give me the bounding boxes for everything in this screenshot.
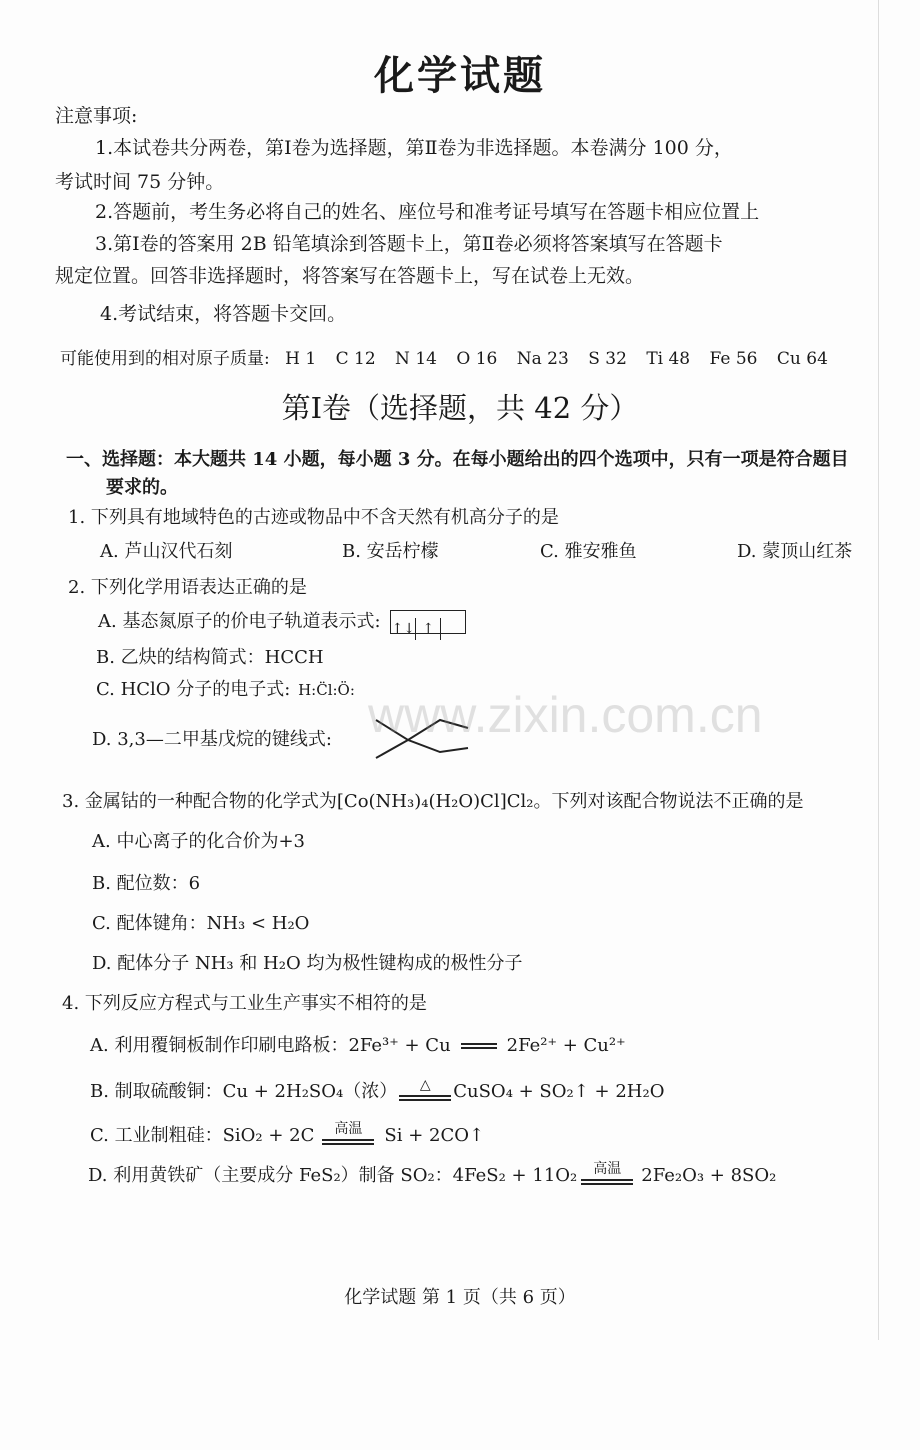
equation-left: D. 利用黄铁矿（主要成分 FeS₂）制备 SO₂：4FeS₂ + 11O₂ xyxy=(88,1165,578,1186)
equation-left: B. 制取硫酸铜：Cu + 2H₂SO₄（浓） xyxy=(90,1081,398,1102)
orbital-box: ↑↓ xyxy=(391,618,416,640)
reaction-condition: 高温 xyxy=(593,1161,622,1177)
question-stem: 3. 金属钴的一种配合物的化学式为[Co(NH₃)₄(H₂O)Cl]Cl₂。下列对该配合物说法不正确的是 xyxy=(62,791,804,812)
reaction-arrow xyxy=(581,1161,633,1185)
option xyxy=(90,1121,485,1148)
atomic-mass-label: 可能使用到的相对原子质量: xyxy=(60,349,270,369)
atomic-mass: Na 23 xyxy=(516,349,569,369)
reaction-arrow xyxy=(322,1121,374,1145)
option: C. 雅安雅鱼 xyxy=(540,541,637,562)
option: B. 配位数：6 xyxy=(92,873,201,894)
equation-left: A. 利用覆铜板制作印刷电路板：2Fe³⁺ + Cu xyxy=(90,1035,451,1056)
option xyxy=(96,678,355,702)
atomic-mass: Fe 56 xyxy=(709,349,758,369)
electron-formula: H:C̈l:Ö: xyxy=(298,681,355,699)
atomic-mass: S 32 xyxy=(588,349,627,369)
notice-item: 2.答题前，考生务必将自己的姓名、座位号和准考证号填写在答题卡相应位置上 xyxy=(95,201,760,223)
option: D. 蒙顶山红茶 xyxy=(737,541,853,562)
notice-item: 考试时间 75 分钟。 xyxy=(55,171,225,193)
question-stem: 2. 下列化学用语表达正确的是 xyxy=(68,577,307,598)
option: C. 配体键角：NH₃ < H₂O xyxy=(92,913,310,934)
option: D. 配体分子 NH₃ 和 H₂O 均为极性键构成的极性分子 xyxy=(92,953,523,974)
option: A. 芦山汉代石刻 xyxy=(100,541,233,562)
question-stem: 1. 下列具有地域特色的古迹或物品中不含天然有机高分子的是 xyxy=(68,507,559,528)
equation-right: 2Fe²⁺ + Cu²⁺ xyxy=(506,1035,626,1056)
option: B. 乙炔的结构简式：HCCH xyxy=(96,647,324,668)
atomic-mass: Cu 64 xyxy=(776,349,828,369)
orbital-diagram xyxy=(390,610,466,637)
page-edge xyxy=(878,0,879,1340)
option-text: C. HClO 分子的电子式: xyxy=(96,679,291,700)
page-title: 化学试题 xyxy=(374,52,546,99)
atomic-mass: H 1 xyxy=(285,349,317,369)
watermark: www.zixin.com.cn xyxy=(368,687,763,743)
option xyxy=(98,610,466,637)
equation-right: Si + 2CO↑ xyxy=(384,1125,485,1146)
notice-item: 规定位置。回答非选择题时，将答案写在答题卡上，写在试卷上无效。 xyxy=(55,265,645,287)
section-title: 第Ⅰ卷（选择题，共 42 分） xyxy=(281,391,639,425)
option xyxy=(88,1161,777,1188)
option xyxy=(90,1034,626,1058)
notice-item: 4.考试结束，将答题卡交回。 xyxy=(100,303,347,325)
reaction-condition: 高温 xyxy=(334,1121,363,1137)
instructions-line: 要求的。 xyxy=(106,477,178,498)
option: B. 安岳柠檬 xyxy=(342,541,439,562)
option-text: A. 基态氮原子的价电子轨道表示式: xyxy=(98,611,381,632)
atomic-mass: O 16 xyxy=(456,349,498,369)
notice-item: 1.本试卷共分两卷，第Ⅰ卷为选择题，第Ⅱ卷为非选择题。本卷满分 100 分， xyxy=(95,137,733,159)
equals-sign xyxy=(461,1043,497,1049)
question-stem: 4. 下列反应方程式与工业生产事实不相符的是 xyxy=(62,993,427,1014)
notice-item: 3.第Ⅰ卷的答案用 2B 铅笔填涂到答题卡上，第Ⅱ卷必须将答案填写在答题卡 xyxy=(95,233,723,255)
option: D. 3,3—二甲基戊烷的键线式: xyxy=(92,729,332,750)
equation-right: 2Fe₂O₃ + 8SO₂ xyxy=(641,1165,777,1186)
atomic-mass: Ti 48 xyxy=(646,349,691,369)
option xyxy=(90,1077,665,1104)
atomic-mass: N 14 xyxy=(395,349,437,369)
page-footer: 化学试题 第 1 页（共 6 页） xyxy=(344,1287,576,1308)
equation-right: CuSO₄ + SO₂↑ + 2H₂O xyxy=(453,1081,665,1102)
instructions-line: 一、选择题：本大题共 14 小题，每小题 3 分。在每小题给出的四个选项中，只有一项是符合题目 xyxy=(66,449,849,470)
notice-heading: 注意事项: xyxy=(55,105,138,127)
orbital-box xyxy=(441,611,465,633)
atomic-mass: C 12 xyxy=(335,349,376,369)
reaction-condition: △ xyxy=(419,1077,431,1093)
atomic-mass-list xyxy=(60,344,828,369)
orbital-box: ↑ xyxy=(416,618,441,640)
option: A. 中心离子的化合价为+3 xyxy=(92,831,305,852)
equation-left: C. 工业制粗硅：SiO₂ + 2C xyxy=(90,1125,315,1146)
reaction-arrow xyxy=(399,1077,451,1101)
